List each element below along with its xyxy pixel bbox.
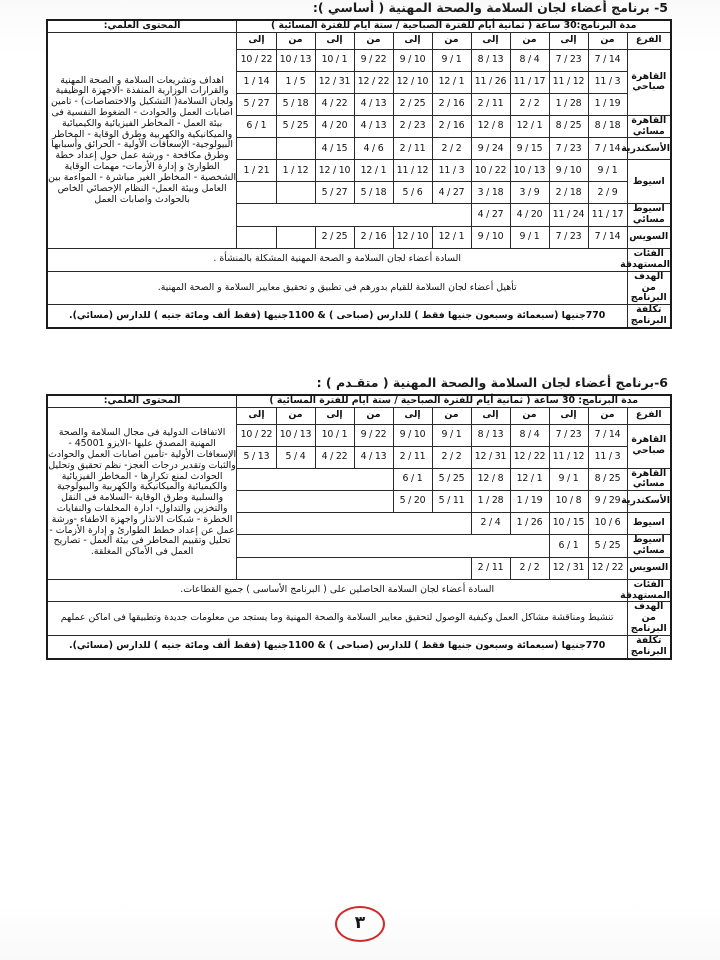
date-cell: 12 / 31 bbox=[471, 446, 510, 468]
date-cell: 2 / 16 bbox=[432, 115, 471, 138]
date-cell: 4 / 27 bbox=[432, 182, 471, 204]
date-cell: 12 / 31 bbox=[549, 557, 588, 579]
footer-value-target-groups: السادة أعضاء لجان السلامة و الصحة المهنية المشكلة بالمنشأة . bbox=[47, 249, 627, 272]
date-cell: 7 / 14 bbox=[588, 424, 627, 446]
date-cell: 4 / 13 bbox=[354, 446, 393, 468]
date-cell: 12 / 1 bbox=[432, 71, 471, 93]
date-cell-empty bbox=[276, 227, 315, 249]
date-cell: 2 / 25 bbox=[393, 93, 432, 115]
footer-label-target-groups: الفئات المستهدفة bbox=[620, 248, 670, 270]
date-cell: 11 / 12 bbox=[549, 446, 588, 468]
date-cell: 7 / 23 bbox=[549, 49, 588, 71]
date-cell: 11 / 17 bbox=[510, 71, 549, 93]
content-cell-advanced: الاتفاقات الدولية فى مجال السلامة والصحة المهنية المصدق عليها -الايزو 45001 - الإسعافات الأولية -تأمين اصابات العمل والحوادث والثبات وتقدير درجات العجز- نظم تحقيق وتحليل الحوادث لمنع تكرارها - المخاطر الفيزيائية والكيميائية والميكانيكية والكهربية والبيولوجية والسلبية وطرق الوقاية -السلامة فى النقل والتخزين والتداول- ادارة المخلفات والنفايات الخطرة - شبكات الانذار واجهزة الاطفاء -ورشة عمل عن إعداد خطط الطوارئ و إدارة الأزمات - تحليل وتقييم المخاطر فى بيئة العمل - تصاريح العمل فى الأماكن المغلقة. bbox=[47, 407, 237, 579]
date-cell: 9 / 10 bbox=[393, 424, 432, 446]
date-cell: 2 / 2 bbox=[432, 138, 471, 160]
page-number-container bbox=[0, 906, 720, 942]
date-cell: 9 / 15 bbox=[510, 138, 549, 160]
date-cell: 5 / 18 bbox=[276, 93, 315, 115]
date-cell: 10 / 13 bbox=[276, 424, 315, 446]
footer-label-objective: الهدف من البرنامج bbox=[627, 271, 671, 304]
branch-label: اسيوط bbox=[627, 513, 671, 535]
date-cell: 9 / 10 bbox=[393, 49, 432, 71]
date-cell: 10 / 13 bbox=[510, 160, 549, 182]
col-header-from-3: من bbox=[432, 407, 471, 424]
date-cell: 10 / 15 bbox=[549, 513, 588, 535]
date-cell: 8 / 13 bbox=[471, 49, 510, 71]
date-cell: 12 / 10 bbox=[393, 71, 432, 93]
date-cell: 4 / 20 bbox=[315, 115, 354, 138]
col-header-from-1: من bbox=[588, 32, 627, 49]
date-cell: 5 / 4 bbox=[276, 446, 315, 468]
date-cell: 5 / 18 bbox=[354, 182, 393, 204]
date-cell: 10 / 1 bbox=[315, 424, 354, 446]
col-header-to-5: إلى bbox=[237, 32, 276, 49]
date-cell: 5 / 13 bbox=[237, 446, 276, 468]
date-cell: 4 / 22 bbox=[315, 446, 354, 468]
date-cell: 1 / 21 bbox=[237, 160, 276, 182]
col-header-branch: الفرع bbox=[627, 407, 671, 424]
branch-label: اسيوط مسائي bbox=[627, 204, 671, 227]
branch-label: الأسكندرية bbox=[627, 138, 671, 160]
date-cell: 2 / 11 bbox=[393, 446, 432, 468]
branch-label: القاهرة صباحي bbox=[627, 49, 671, 115]
section-heading-advanced: 6-برنامج أعضاء لجان السلامة والصحة المهنية ( متقـدم ) : bbox=[316, 374, 668, 390]
date-cell: 10 / 6 bbox=[588, 513, 627, 535]
section-heading-basic: 5- برنامج أعضاء لجان السلامة والصحة المهنية ( أساسي ): bbox=[312, 0, 668, 15]
program-table-advanced bbox=[46, 394, 672, 660]
date-cell-empty bbox=[237, 182, 276, 204]
table-wrapper-advanced bbox=[0, 394, 720, 660]
date-cell: 5 / 27 bbox=[237, 93, 276, 115]
footer-value-cost: 770جنيها (سبعمائة وسبعون جنيها فقط ) للدارس (صباحى ) & 1100جنيها (فقط ألف ومائة جنيه ) للدارس (مسائي). bbox=[47, 305, 627, 328]
branch-label: الأسكندرية bbox=[627, 491, 671, 513]
date-cell-empty bbox=[237, 491, 393, 513]
date-cell: 1 / 19 bbox=[510, 491, 549, 513]
date-cell: 2 / 9 bbox=[588, 182, 627, 204]
col-header-to-3: إلى bbox=[393, 32, 432, 49]
date-cell: 12 / 1 bbox=[510, 115, 549, 138]
footer-row bbox=[47, 305, 671, 328]
branch-label: اسيوط مسائي bbox=[627, 535, 671, 558]
date-cell: 12 / 22 bbox=[588, 557, 627, 579]
date-cell: 12 / 10 bbox=[393, 227, 432, 249]
col-header-from-3: من bbox=[432, 32, 471, 49]
date-cell-empty bbox=[276, 138, 315, 160]
footer-label-objective: الهدف من البرنامج bbox=[627, 602, 671, 635]
table-band-row bbox=[47, 395, 671, 407]
date-cell: 5 / 11 bbox=[432, 491, 471, 513]
col-header-branch: الفرع bbox=[627, 32, 671, 49]
date-cell: 11 / 3 bbox=[588, 446, 627, 468]
duration-band-advanced: مدة البرنامج: 30 ساعة ( ثمانية أيام للفترة الصباحية / ستة ايام للفترة المسائية ) bbox=[237, 395, 671, 407]
col-header-to-1: إلى bbox=[549, 32, 588, 49]
date-cell: 6 / 1 bbox=[393, 468, 432, 491]
date-cell: 7 / 14 bbox=[588, 227, 627, 249]
footer-label-cost: تكلفة البرنامج bbox=[627, 635, 671, 658]
date-cell: 2 / 4 bbox=[471, 513, 510, 535]
col-header-from-5: من bbox=[276, 32, 315, 49]
date-cell: 11 / 3 bbox=[432, 160, 471, 182]
date-cell: 9 / 10 bbox=[471, 227, 510, 249]
date-cell: 7 / 23 bbox=[549, 138, 588, 160]
date-cell-empty bbox=[237, 557, 471, 579]
date-cell: 9 / 29 bbox=[588, 491, 627, 513]
col-header-to-5: إلى bbox=[237, 407, 276, 424]
date-cell: 2 / 2 bbox=[432, 446, 471, 468]
col-header-to-3: إلى bbox=[393, 407, 432, 424]
table-header-row bbox=[47, 407, 671, 424]
date-cell: 1 / 28 bbox=[549, 93, 588, 115]
date-cell: 5 / 25 bbox=[588, 535, 627, 558]
date-cell: 11 / 3 bbox=[588, 71, 627, 93]
table-header-row bbox=[47, 32, 671, 49]
date-cell: 8 / 25 bbox=[549, 115, 588, 138]
date-cell: 10 / 1 bbox=[315, 49, 354, 71]
date-cell-empty bbox=[237, 535, 549, 558]
branch-label: اسيوط bbox=[627, 160, 671, 204]
date-cell: 1 / 12 bbox=[276, 160, 315, 182]
date-cell: 9 / 1 bbox=[432, 49, 471, 71]
date-cell: 7 / 23 bbox=[549, 227, 588, 249]
date-cell: 4 / 27 bbox=[471, 204, 510, 227]
date-cell: 4 / 22 bbox=[315, 93, 354, 115]
col-header-from-2: من bbox=[510, 32, 549, 49]
date-cell: 9 / 24 bbox=[471, 138, 510, 160]
branch-label: القاهرة مسائي bbox=[627, 468, 671, 491]
date-cell: 2 / 25 bbox=[315, 227, 354, 249]
col-header-from-2: من bbox=[510, 407, 549, 424]
date-cell: 11 / 24 bbox=[549, 204, 588, 227]
footer-value-objective: تنشيط ومناقشة مشاكل العمل وكيفية الوصول لتحقيق معايير السلامة والصحة المهنية وما يستجد من معلومات جديدة وتطبيقها فى اماكن عملهم bbox=[47, 602, 627, 635]
date-cell: 4 / 6 bbox=[354, 138, 393, 160]
date-cell: 6 / 1 bbox=[237, 115, 276, 138]
content-band-advanced: المحتوى العلمي: bbox=[47, 395, 237, 407]
col-header-to-1: إلى bbox=[549, 407, 588, 424]
date-cell: 9 / 22 bbox=[354, 49, 393, 71]
date-cell: 7 / 14 bbox=[588, 49, 627, 71]
date-cell: 12 / 8 bbox=[471, 468, 510, 491]
date-cell: 5 / 25 bbox=[432, 468, 471, 491]
date-cell: 12 / 1 bbox=[510, 468, 549, 491]
date-cell: 1 / 19 bbox=[588, 93, 627, 115]
col-header-from-4: من bbox=[354, 407, 393, 424]
date-cell: 5 / 27 bbox=[315, 182, 354, 204]
date-cell: 4 / 20 bbox=[510, 204, 549, 227]
date-cell: 4 / 15 bbox=[315, 138, 354, 160]
date-cell: 4 / 13 bbox=[354, 115, 393, 138]
date-cell-empty bbox=[237, 227, 276, 249]
footer-value-target-groups: السادة أعضاء لجان السلامة الحاصلين على ( البرنامج الأساسى ) جميع القطاعات. bbox=[47, 579, 627, 602]
date-cell: 1 / 26 bbox=[510, 513, 549, 535]
program-table-basic bbox=[46, 19, 672, 329]
date-cell: 4 / 13 bbox=[354, 93, 393, 115]
col-header-from-5: من bbox=[276, 407, 315, 424]
date-cell: 12 / 1 bbox=[354, 160, 393, 182]
date-cell: 9 / 1 bbox=[549, 468, 588, 491]
date-cell: 10 / 8 bbox=[549, 491, 588, 513]
date-cell: 8 / 13 bbox=[471, 424, 510, 446]
footer-label-target-groups: الفئات المستهدفة bbox=[620, 578, 670, 601]
date-cell: 2 / 16 bbox=[432, 93, 471, 115]
date-cell: 9 / 1 bbox=[510, 227, 549, 249]
date-cell: 9 / 1 bbox=[432, 424, 471, 446]
date-cell-empty bbox=[237, 138, 276, 160]
date-cell: 2 / 11 bbox=[471, 557, 510, 579]
footer-value-cost: 770جنيها (سبعمائة وسبعون جنيها فقط ) للدارس (صباحى ) & 1100جنيها (فقط ألف ومائة جنيه ) للدارس (مسائي). bbox=[47, 635, 627, 658]
date-cell: 3 / 9 bbox=[510, 182, 549, 204]
date-cell: 2 / 2 bbox=[510, 93, 549, 115]
date-cell: 8 / 18 bbox=[588, 115, 627, 138]
date-cell: 3 / 18 bbox=[471, 182, 510, 204]
date-cell: 2 / 2 bbox=[510, 557, 549, 579]
content-cell-basic: اهداف وتشريعات السلامة و الصحة المهنية والقرارات الوزارية المنفذة -الاجهزة الوظيفية ولجان السلامة( التشكيل والاختصاصات) - تامين اصابات العمل والحوادث - الضغوط النفسية فى بيئة العمل - المخاطر الفيزيائية والكيميائية والميكانيكية والكهربية وطرق الوقاية - المخاطر البيولوجية- الإسعافات الأولية - الحرائق وأسبابها وطرق مكافحة - ورشة عمل حول إعداد خطة الطوارئ و إدارة الأزمات- مهمات الوقاية الشخصية - المخاطر الغير مباشرة - المواءمة بين العامل وبيئة العمل- النظام الإحصائي الخاص بالحوادث واصابات العمل bbox=[47, 32, 237, 248]
date-cell: 11 / 12 bbox=[549, 71, 588, 93]
date-cell-empty bbox=[237, 513, 471, 535]
date-cell: 5 / 20 bbox=[393, 491, 432, 513]
date-cell: 11 / 26 bbox=[471, 71, 510, 93]
date-cell: 12 / 22 bbox=[510, 446, 549, 468]
date-cell: 8 / 4 bbox=[510, 424, 549, 446]
date-cell: 8 / 25 bbox=[588, 468, 627, 491]
date-cell: 9 / 1 bbox=[588, 160, 627, 182]
footer-row bbox=[47, 579, 671, 602]
content-band-basic: المحتوى العلمي: bbox=[47, 20, 237, 32]
date-cell: 7 / 14 bbox=[588, 138, 627, 160]
date-cell-empty bbox=[276, 182, 315, 204]
date-cell-empty bbox=[237, 468, 393, 491]
col-header-to-2: إلى bbox=[471, 407, 510, 424]
date-cell: 2 / 18 bbox=[549, 182, 588, 204]
date-cell: 12 / 31 bbox=[315, 71, 354, 93]
date-cell: 1 / 28 bbox=[471, 491, 510, 513]
table-band-row bbox=[47, 20, 671, 32]
date-cell: 6 / 1 bbox=[549, 535, 588, 558]
date-cell: 2 / 16 bbox=[354, 227, 393, 249]
date-cell: 10 / 22 bbox=[237, 424, 276, 446]
col-header-from-1: من bbox=[588, 407, 627, 424]
col-header-from-4: من bbox=[354, 32, 393, 49]
branch-label: السويس bbox=[627, 227, 671, 249]
date-cell: 7 / 23 bbox=[549, 424, 588, 446]
date-cell: 10 / 22 bbox=[237, 49, 276, 71]
date-cell: 9 / 22 bbox=[354, 424, 393, 446]
date-cell: 12 / 22 bbox=[354, 71, 393, 93]
date-cell: 11 / 12 bbox=[393, 160, 432, 182]
col-header-to-2: إلى bbox=[471, 32, 510, 49]
branch-label: السويس bbox=[627, 557, 671, 579]
date-cell: 10 / 22 bbox=[471, 160, 510, 182]
date-cell: 1 / 14 bbox=[237, 71, 276, 93]
duration-band-basic: مدة البرنامج:30 ساعة ( ثمانية أيام للفترة الصباحية / ستة ايام للفترة المسائية ) bbox=[237, 20, 671, 32]
date-cell: 12 / 10 bbox=[315, 160, 354, 182]
date-cell-empty bbox=[237, 204, 471, 227]
date-cell: 1 / 5 bbox=[276, 71, 315, 93]
date-cell: 9 / 10 bbox=[549, 160, 588, 182]
date-cell: 12 / 1 bbox=[432, 227, 471, 249]
footer-label-cost: تكلفة البرنامج bbox=[627, 305, 671, 328]
date-cell: 8 / 4 bbox=[510, 49, 549, 71]
date-cell: 10 / 13 bbox=[276, 49, 315, 71]
date-cell: 2 / 23 bbox=[393, 115, 432, 138]
footer-row bbox=[47, 249, 671, 272]
date-cell: 2 / 11 bbox=[393, 138, 432, 160]
table-wrapper-basic bbox=[0, 19, 720, 329]
date-cell: 11 / 17 bbox=[588, 204, 627, 227]
footer-row bbox=[47, 271, 671, 304]
col-header-to-4: إلى bbox=[315, 407, 354, 424]
col-header-to-4: إلى bbox=[315, 32, 354, 49]
footer-row bbox=[47, 602, 671, 635]
branch-label: القاهرة مسائي bbox=[627, 115, 671, 138]
footer-row bbox=[47, 635, 671, 658]
date-cell: 2 / 11 bbox=[471, 93, 510, 115]
page-number: ٣ bbox=[335, 906, 385, 942]
section-spacer bbox=[0, 329, 720, 375]
date-cell: 5 / 25 bbox=[276, 115, 315, 138]
footer-value-objective: تأهيل أعضاء لجان السلامة للقيام بدورهم فى تطبيق و تحقيق معايير السلامة و الصحة المهنية. bbox=[47, 271, 627, 304]
date-cell: 5 / 6 bbox=[393, 182, 432, 204]
date-cell: 12 / 8 bbox=[471, 115, 510, 138]
branch-label: القاهرة صباحي bbox=[627, 424, 671, 468]
